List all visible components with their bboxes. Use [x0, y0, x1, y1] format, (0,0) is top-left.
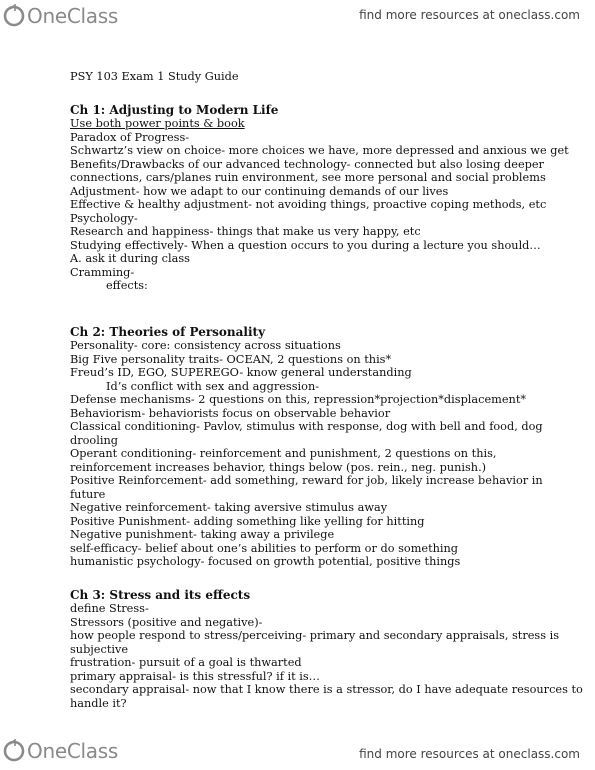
ch3-line: handle it? — [70, 696, 127, 710]
doc-title: PSY 103 Exam 1 Study Guide — [70, 70, 239, 83]
spacer — [70, 569, 580, 589]
ch1-line: Effective & healthy adjustment- not avoiding things, proactive coping methods, etc — [70, 198, 547, 211]
ch2-heading: Ch 2: Theories of Personality — [70, 324, 266, 339]
page-footer — [0, 735, 595, 770]
ch1-line: A. ask it during class — [70, 252, 190, 265]
ch1-line: Paradox of Progress- — [70, 130, 190, 144]
ch3-line: define Stress- — [70, 602, 149, 615]
ch1-line: Adjustment- how we adapt to our continuing demands of our lives — [70, 184, 449, 198]
ch2-line: future — [70, 487, 106, 501]
ch3-line: frustration- pursuit of a goal is thwarted — [70, 656, 302, 669]
logo-text: OneClass — [27, 739, 118, 763]
ch1-line: connections, cars/planes ruin environment, see more personal and social problems — [70, 171, 546, 184]
ch2-line: Positive Punishment- adding something like yelling for hitting — [70, 514, 425, 528]
ch2-line: Operant conditioning- reinforcement and punishment, 2 questions on this, — [70, 447, 497, 460]
oneclass-logo[interactable] — [3, 739, 118, 763]
ch1-heading: Ch 1: Adjusting to Modern Life — [70, 102, 279, 117]
logo-text: OneClass — [27, 4, 118, 28]
ch2-line: Personality- core: consistency across situations — [70, 339, 341, 352]
ch1-line: Psychology- — [70, 211, 138, 225]
ch2-line: reinforcement increases behavior, things below (pos. rein., neg. punish.) — [70, 460, 487, 474]
ch2-line: Id’s conflict with sex and aggression- — [106, 379, 320, 393]
spacer — [70, 84, 580, 104]
ch1-line: effects: — [106, 279, 148, 292]
resources-link[interactable]: find more resources at oneclass.com — [359, 8, 580, 22]
ch1-line: Cramming- — [70, 265, 135, 279]
ch2-line: Big Five personality traits- OCEAN, 2 questions on this* — [70, 352, 392, 366]
ch3-heading: Ch 3: Stress and its effects — [70, 587, 251, 602]
ch2-line: Positive Reinforcement- add something, reward for job, likely increase behavior in — [70, 474, 543, 487]
oneclass-logo-icon — [3, 4, 27, 28]
ch3-line: subjective — [70, 642, 129, 656]
ch1-line: Use both power points & book — [70, 117, 245, 130]
ch2-line: Classical conditioning- Pavlov, stimulus with response, dog with bell and food, dog — [70, 420, 543, 433]
ch1-line: Studying effectively- When a question occurs to you during a lecture you should… — [70, 238, 541, 252]
ch1-line: Benefits/Drawbacks of our advanced technology- connected but also losing deeper — [70, 157, 544, 171]
spacer — [70, 293, 580, 326]
ch2-line: Defense mechanisms- 2 questions on this, repression*projection*displacement* — [70, 393, 527, 406]
ch2-line: Behaviorism- behaviorists focus on observable behavior — [70, 406, 391, 420]
ch2-line: self-efficacy- belief about one’s abilities to perform or do something — [70, 541, 459, 555]
ch3-line: secondary appraisal- now that I know there is a stressor, do I have adequate resources to — [70, 683, 583, 696]
ch3-line: primary appraisal- is this stressful? if it is… — [70, 669, 320, 683]
resources-link[interactable]: find more resources at oneclass.com — [359, 747, 580, 761]
oneclass-logo[interactable] — [3, 4, 118, 28]
ch2-line: drooling — [70, 433, 118, 447]
ch1-line: Research and happiness- things that make us very happy, etc — [70, 225, 421, 238]
ch3-line: Stressors (positive and negative)- — [70, 615, 263, 629]
ch2-line: Negative punishment- taking away a privilege — [70, 528, 335, 541]
ch2-line: Freud’s ID, EGO, SUPEREGO- know general understanding — [70, 366, 412, 379]
ch2-line: Negative reinforcement- taking aversive stimulus away — [70, 501, 388, 514]
page-header — [0, 0, 595, 32]
ch3-line: how people respond to stress/perceiving- primary and secondary appraisals, stress is — [70, 629, 560, 642]
study-guide — [70, 70, 583, 710]
oneclass-logo-icon — [3, 739, 27, 763]
ch2-line: humanistic psychology- focused on growth potential, positive things — [70, 555, 461, 568]
ch1-line: Schwartz’s view on choice- more choices we have, more depressed and anxious we get — [70, 144, 569, 157]
